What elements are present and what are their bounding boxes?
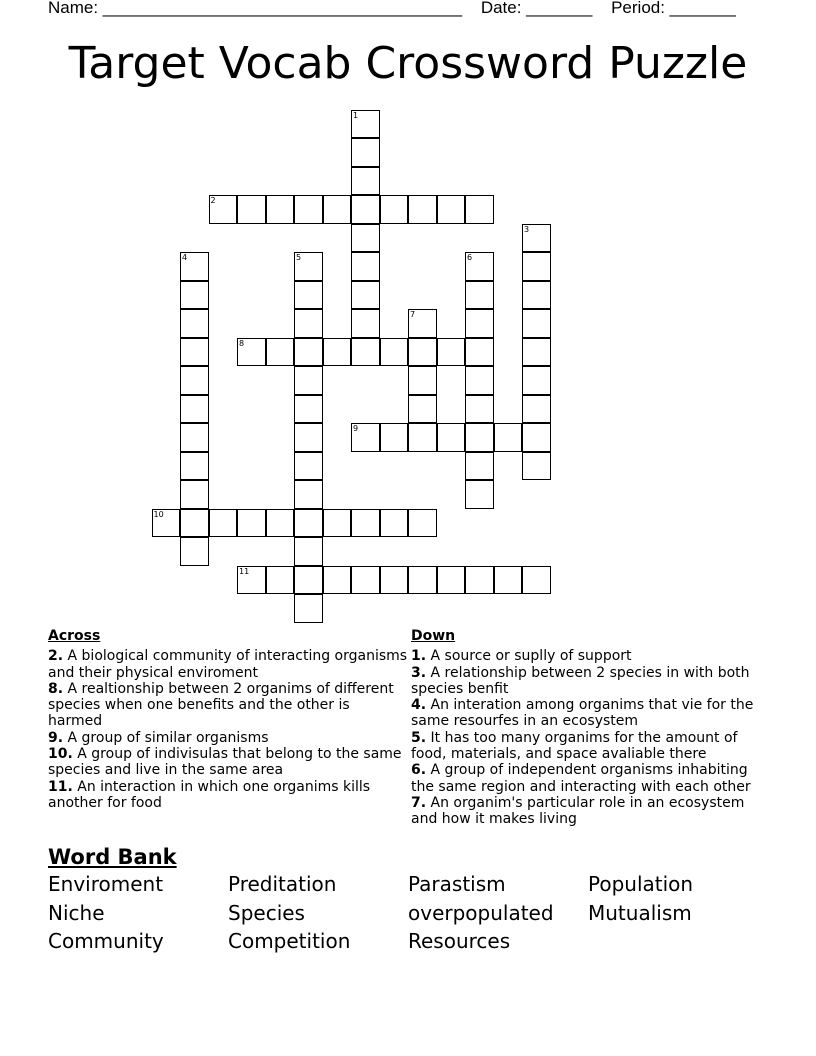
- crossword-cell[interactable]: [408, 423, 437, 452]
- crossword-cell[interactable]: [494, 566, 523, 595]
- clue-number-label: 10.: [48, 746, 73, 763]
- crossword-cell[interactable]: [465, 452, 494, 481]
- crossword-cell[interactable]: [180, 309, 209, 338]
- student-info-line: [48, 0, 750, 18]
- crossword-cell[interactable]: [522, 338, 551, 367]
- crossword-cell[interactable]: [294, 338, 323, 367]
- clue-number-label: 2.: [48, 648, 64, 665]
- crossword-cell[interactable]: [180, 252, 209, 281]
- crossword-cell[interactable]: [351, 566, 380, 595]
- down-clue: [411, 730, 771, 763]
- clue-text: It has too many organims for the amount of food, materials, and space avaliable there: [411, 729, 738, 763]
- clue-text: A source or suplly of support: [426, 648, 632, 665]
- crossword-cell[interactable]: [465, 423, 494, 452]
- crossword-cell[interactable]: [323, 566, 352, 595]
- clue-number-label: 11.: [48, 778, 73, 795]
- clue-number: 9: [353, 424, 359, 433]
- clue-number-label: 3.: [411, 664, 427, 681]
- crossword-cell[interactable]: [522, 423, 551, 452]
- crossword-cell[interactable]: [408, 338, 437, 367]
- word-bank-item: overpopulated: [408, 900, 554, 925]
- crossword-cell[interactable]: [522, 452, 551, 481]
- clue-text: A relationship between 2 species in with both species benfit: [411, 664, 750, 697]
- down-clue: [411, 665, 771, 698]
- clue-number-label: 9.: [48, 729, 64, 746]
- clue-text: An interaction in which one organims kills another for food: [48, 778, 371, 811]
- crossword-cell[interactable]: [351, 338, 380, 367]
- crossword-cell[interactable]: [380, 423, 409, 452]
- clue-number: 5: [296, 253, 302, 262]
- crossword-cell[interactable]: [522, 224, 551, 253]
- clue-number: 1: [353, 110, 359, 120]
- crossword-cell[interactable]: [351, 309, 380, 338]
- crossword-cell[interactable]: [351, 138, 380, 167]
- crossword-cell[interactable]: [522, 366, 551, 395]
- across-heading: Across: [48, 628, 101, 644]
- down-clue: [411, 762, 771, 795]
- crossword-cell[interactable]: [180, 537, 209, 566]
- crossword-cell[interactable]: [522, 309, 551, 338]
- crossword-cell[interactable]: [152, 509, 181, 538]
- clue-number-label: 1.: [411, 648, 427, 665]
- crossword-cell[interactable]: [237, 566, 266, 595]
- crossword-cell[interactable]: [323, 338, 352, 367]
- clue-number: 8: [239, 338, 245, 348]
- crossword-cell[interactable]: [294, 309, 323, 338]
- crossword-cell[interactable]: [437, 423, 466, 452]
- crossword-cell[interactable]: [323, 509, 352, 538]
- crossword-cell[interactable]: [408, 195, 437, 224]
- crossword-cell[interactable]: [494, 423, 523, 452]
- crossword-cell[interactable]: [437, 195, 466, 224]
- across-clues: [48, 628, 408, 811]
- crossword-cell[interactable]: [351, 110, 380, 139]
- clue-number-label: 8.: [48, 680, 64, 697]
- clue-number: 10: [153, 509, 164, 519]
- word-bank-item: Parastism: [408, 872, 506, 896]
- clue-number: 11: [239, 566, 250, 576]
- crossword-cell[interactable]: [351, 195, 380, 224]
- crossword-cell[interactable]: [380, 566, 409, 595]
- down-clues: [411, 628, 771, 828]
- crossword-cell[interactable]: [294, 509, 323, 538]
- clue-number-label: 6.: [411, 762, 427, 779]
- crossword-cell[interactable]: [294, 537, 323, 566]
- crossword-cell[interactable]: [522, 252, 551, 281]
- crossword-cell[interactable]: [294, 423, 323, 452]
- crossword-cell[interactable]: [266, 338, 295, 367]
- crossword-cell[interactable]: [209, 195, 238, 224]
- crossword-cell[interactable]: [465, 566, 494, 595]
- crossword-cell[interactable]: [180, 480, 209, 509]
- clue-text: A group of indivisulas that belong to the same species and live in the same area: [48, 746, 402, 779]
- crossword-cell[interactable]: [180, 366, 209, 395]
- crossword-cell[interactable]: [266, 509, 295, 538]
- across-clue: [48, 779, 408, 812]
- clue-text: An interation among organims that vie for the same resourfes in an ecosystem: [411, 697, 754, 730]
- crossword-cell[interactable]: [294, 480, 323, 509]
- clue-text: A realtionship between 2 organims of different species when one benefits and the other is harmed: [48, 680, 394, 730]
- crossword-cell[interactable]: [294, 395, 323, 424]
- word-bank-item: Mutualism: [588, 900, 692, 925]
- page-title: Target Vocab Crossword Puzzle: [68, 38, 748, 89]
- down-clue: [411, 697, 771, 730]
- date-field[interactable]: Date: _______: [480, 0, 593, 17]
- crossword-cell[interactable]: [380, 338, 409, 367]
- crossword-cell[interactable]: [351, 509, 380, 538]
- crossword-cell[interactable]: [294, 566, 323, 595]
- word-bank-item: Community: [48, 929, 164, 953]
- down-heading: Down: [411, 628, 456, 644]
- clue-number-label: 4.: [411, 697, 427, 714]
- clue-text: A group of similar organisms: [63, 729, 269, 746]
- crossword-cell[interactable]: [351, 224, 380, 253]
- clue-number-label: 5.: [411, 729, 427, 746]
- crossword-cell[interactable]: [180, 395, 209, 424]
- crossword-cell[interactable]: [180, 423, 209, 452]
- crossword-cell[interactable]: [437, 338, 466, 367]
- crossword-cell[interactable]: [266, 566, 295, 595]
- crossword-cell[interactable]: [351, 252, 380, 281]
- crossword-cell[interactable]: [408, 509, 437, 538]
- crossword-cell[interactable]: [323, 195, 352, 224]
- crossword-cell[interactable]: [408, 395, 437, 424]
- crossword-cell[interactable]: [237, 195, 266, 224]
- crossword-cell[interactable]: [522, 281, 551, 310]
- crossword-cell[interactable]: [522, 395, 551, 424]
- crossword-cell[interactable]: [465, 338, 494, 367]
- word-bank-item: Species: [228, 900, 305, 925]
- word-bank-item: Resources: [408, 929, 511, 953]
- clue-number: 4: [182, 253, 188, 262]
- word-bank-item: Preditation: [228, 872, 337, 896]
- crossword-cell[interactable]: [465, 309, 494, 338]
- crossword-cell[interactable]: [294, 594, 323, 623]
- crossword-cell[interactable]: [465, 281, 494, 310]
- crossword-cell[interactable]: [294, 452, 323, 481]
- crossword-cell[interactable]: [294, 281, 323, 310]
- crossword-cell[interactable]: [408, 566, 437, 595]
- word-bank-item: Enviroment: [48, 872, 164, 896]
- crossword-cell[interactable]: [180, 509, 209, 538]
- crossword-cell[interactable]: [351, 281, 380, 310]
- crossword-cell[interactable]: [408, 309, 437, 338]
- across-clue: [48, 746, 408, 779]
- crossword-cell[interactable]: [266, 195, 295, 224]
- crossword-cell[interactable]: [237, 338, 266, 367]
- crossword-cell[interactable]: [180, 452, 209, 481]
- word-bank: [48, 872, 768, 955]
- word-bank-title: Word Bank: [48, 845, 177, 869]
- down-clue: [411, 795, 771, 828]
- crossword-cell[interactable]: [465, 195, 494, 224]
- crossword-cell[interactable]: [465, 252, 494, 281]
- across-clue: [48, 681, 408, 730]
- clue-number-label: 7.: [411, 794, 427, 811]
- name-field[interactable]: Name: ______________________________________: [48, 0, 463, 17]
- crossword-cell[interactable]: [465, 480, 494, 509]
- crossword-cell[interactable]: [294, 195, 323, 224]
- crossword-cell[interactable]: [437, 566, 466, 595]
- word-bank-item: Competition: [228, 929, 351, 953]
- down-clue: [411, 648, 771, 664]
- crossword-cell[interactable]: [180, 338, 209, 367]
- crossword-cell[interactable]: [465, 395, 494, 424]
- crossword-cell[interactable]: [465, 366, 494, 395]
- word-bank-item: Niche: [48, 900, 105, 925]
- crossword-cell[interactable]: [237, 509, 266, 538]
- crossword-cell[interactable]: [380, 195, 409, 224]
- crossword-cell[interactable]: [351, 423, 380, 452]
- crossword-cell[interactable]: [380, 509, 409, 538]
- period-field[interactable]: Period: _______: [611, 0, 736, 17]
- clue-number: 6: [467, 253, 473, 262]
- crossword-cell[interactable]: [522, 566, 551, 595]
- crossword-cell[interactable]: [294, 366, 323, 395]
- crossword-cell[interactable]: [294, 252, 323, 281]
- clue-number: 3: [524, 224, 530, 234]
- crossword-cell[interactable]: [351, 167, 380, 196]
- across-clue: [48, 648, 408, 681]
- clue-number: 2: [210, 196, 216, 205]
- clue-text: A group of independent organisms inhabiting the same region and interacting with each other: [411, 762, 751, 795]
- word-bank-item: Population: [588, 872, 694, 896]
- crossword-cell[interactable]: [209, 509, 238, 538]
- clue-text: An organim's particular role in an ecosystem and how it makes living: [411, 794, 745, 828]
- crossword-cell[interactable]: [180, 281, 209, 310]
- crossword-cell[interactable]: [408, 366, 437, 395]
- clue-number: 7: [410, 310, 416, 319]
- clue-text: A biological community of interacting organisms and their physical enviroment: [48, 648, 408, 681]
- across-clue: [48, 730, 408, 746]
